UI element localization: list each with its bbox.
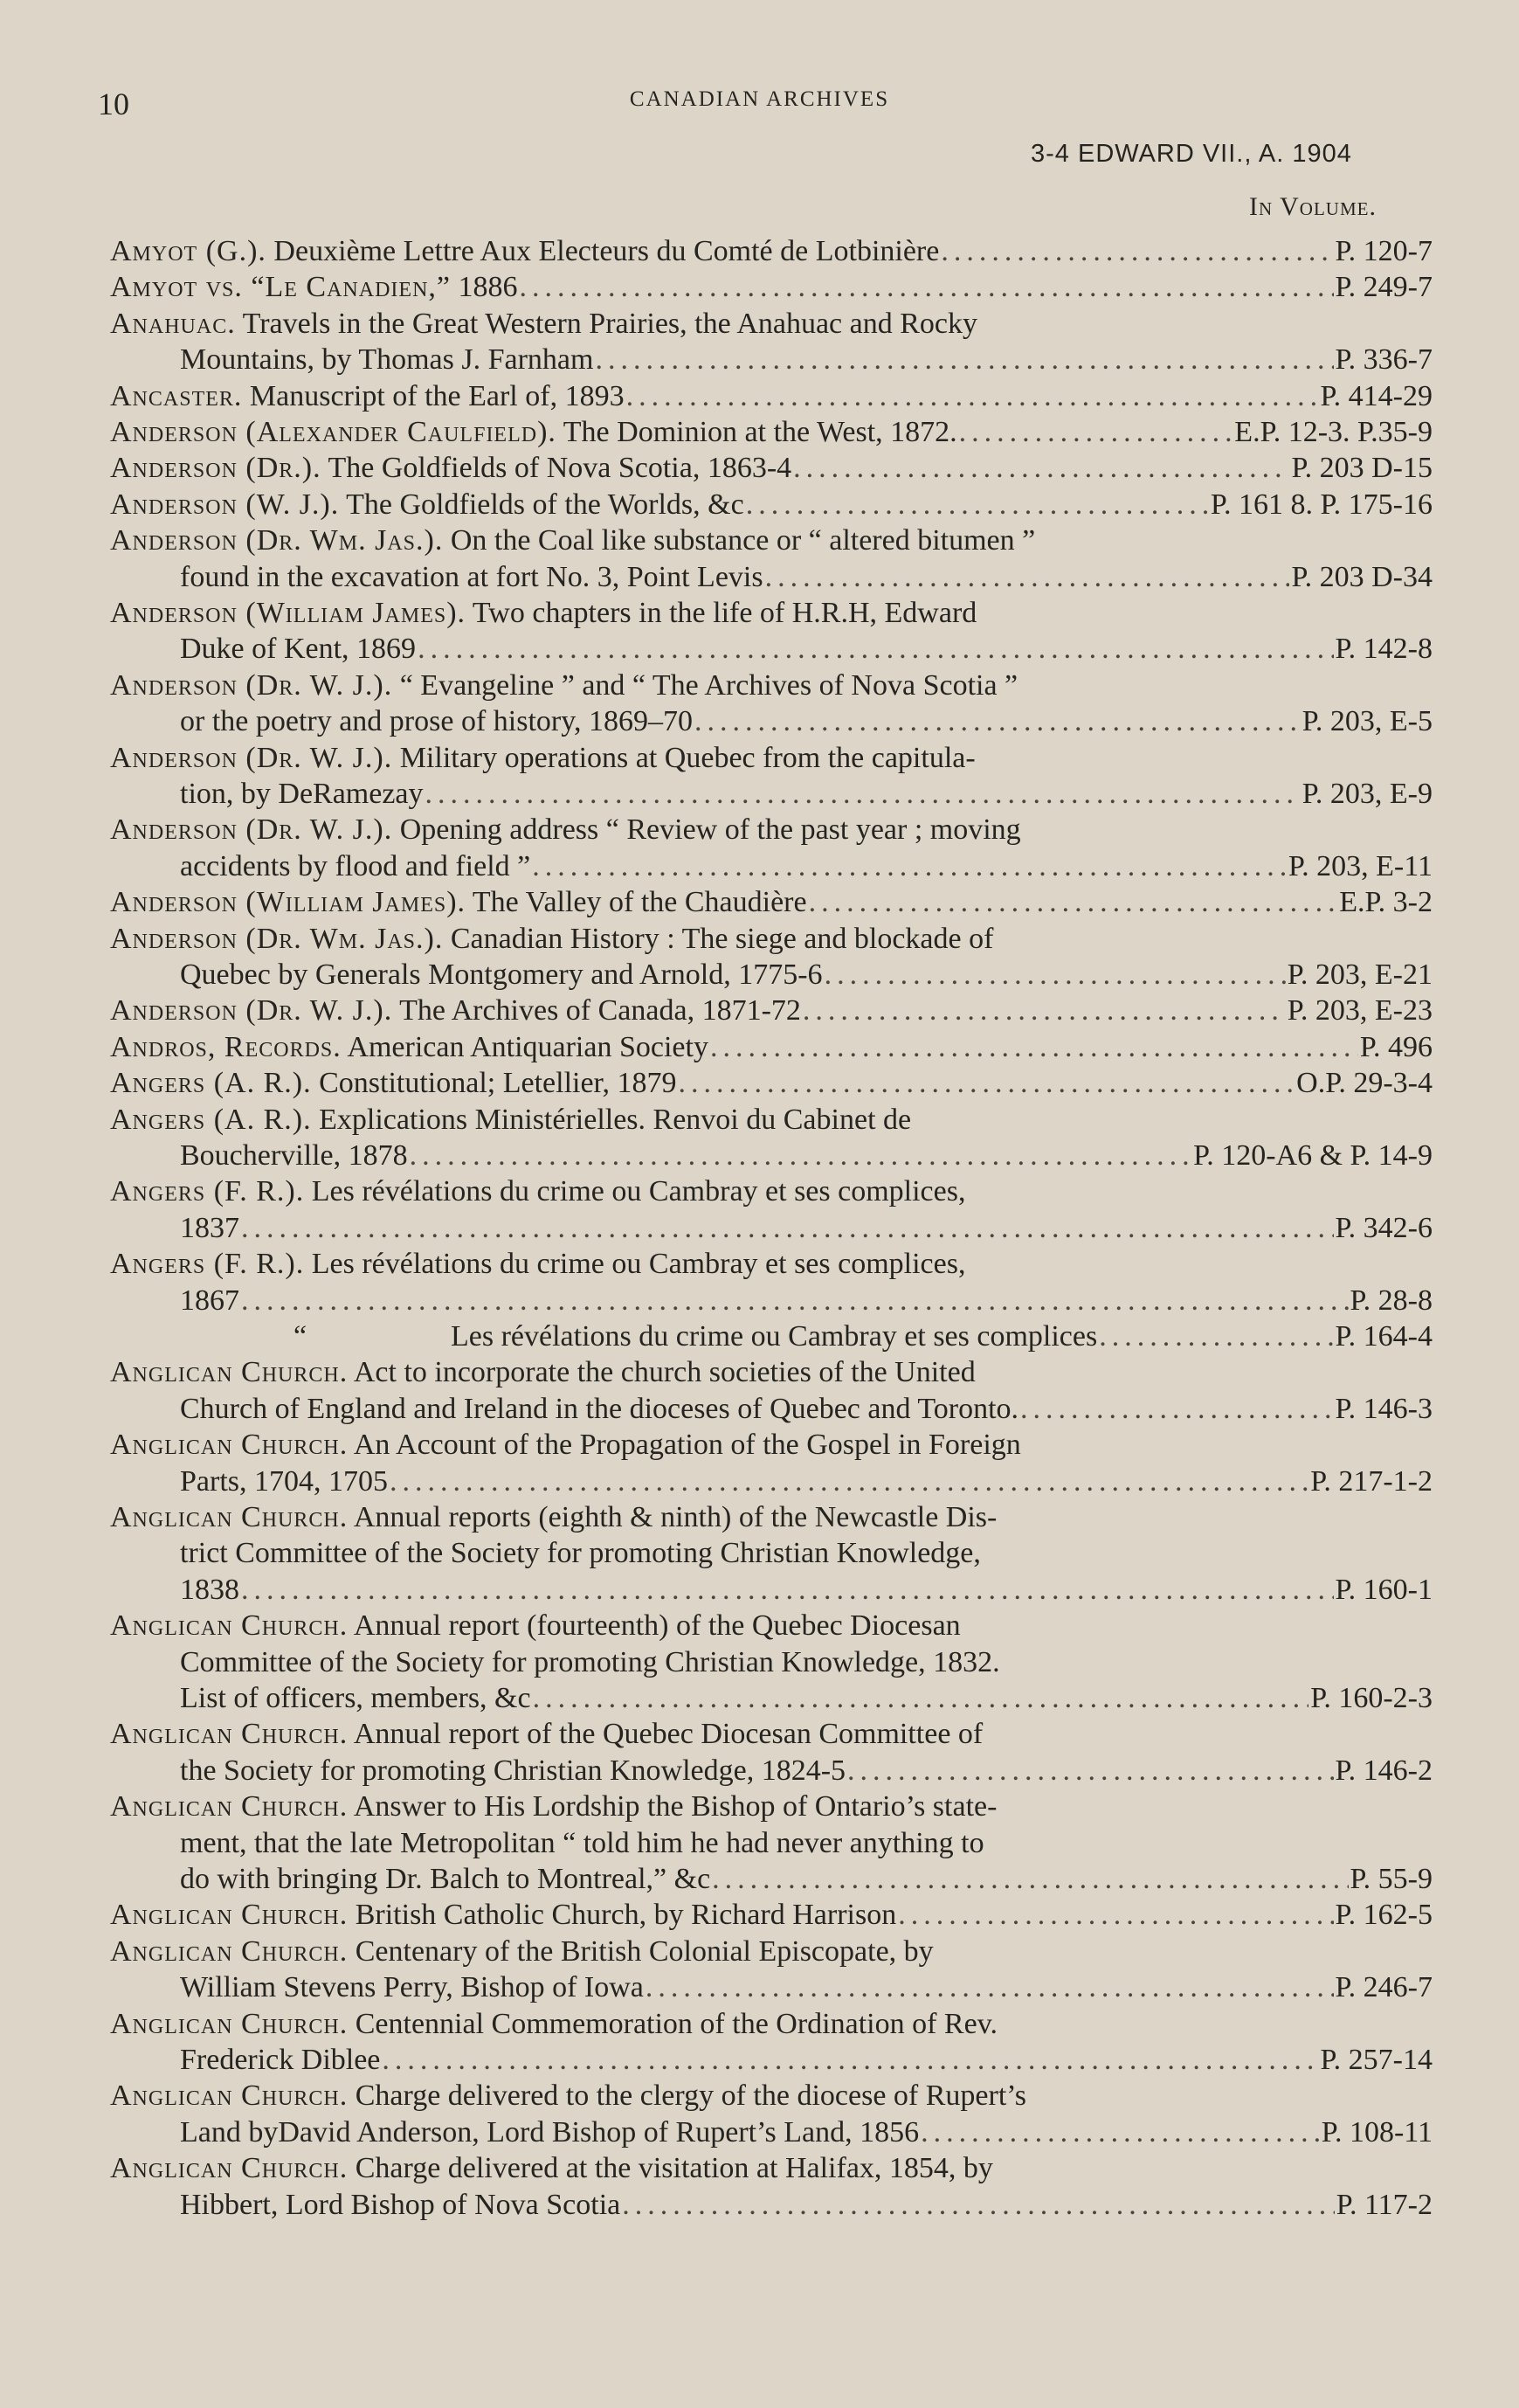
entry-text: Annual report (fourteenth) of the Quebec Diocesan: [348, 1609, 961, 1643]
entry-text: Answer to His Lordship the Bishop of Ontario’s state-: [348, 1790, 998, 1823]
index-entry-line: [110, 2151, 993, 2186]
entry-text: The Dominion at the West, 1872.: [556, 416, 957, 448]
entry-text: Mountains, by Thomas J. Farnham: [180, 343, 594, 377]
entry-text: Frederick Diblee: [180, 2044, 381, 2076]
entry-text: Les révélations du crime ou Cambray et ses complices,: [304, 1175, 966, 1208]
leader-dots: [898, 1898, 1333, 1933]
volume-reference: P. 203 D-15: [1291, 452, 1433, 485]
entry-text: Centenary of the British Colonial Episcopate, by: [348, 1934, 934, 1968]
volume-reference: P. 342-6: [1335, 1211, 1433, 1244]
leader-dots: [959, 415, 1233, 450]
index-entry-continuation: [180, 1681, 1433, 1716]
entry-text: Annual report of the Quebec Diocesan Committee of: [348, 1718, 984, 1751]
index-entry-continuation: [180, 1536, 981, 1571]
entry-heading: Anderson (Dr. W. J.).: [110, 668, 393, 702]
entry-text: Quebec by Generals Montgomery and Arnold, 1775-6: [180, 958, 823, 991]
entry-heading: Angers (F. R.).: [110, 1175, 305, 1208]
running-head: CANADIAN ARCHIVES: [629, 87, 890, 111]
entry-heading: Anderson (William James).: [110, 597, 466, 629]
leader-dots: [241, 1573, 1334, 1608]
index-entry-line: [110, 2079, 1026, 2114]
index-entry-line: [110, 1428, 1021, 1463]
index-entry-continuation: [180, 1754, 1433, 1789]
entry-text: William Stevens Perry, Bishop of Iowa: [180, 1971, 644, 2004]
entry-text: Travels in the Great Western Prairies, the Anahuac and Rocky: [235, 307, 978, 340]
entry-text: On the Coal like substance or “ altered bitumen ”: [443, 524, 1036, 557]
entry-text: Parts, 1704, 1705: [180, 1464, 388, 1498]
index-entry-line: [110, 596, 977, 631]
index-entry-line: [110, 885, 1433, 920]
entry-text: Les révélations du crime ou Cambray et ses complices,: [304, 1248, 966, 1281]
volume-reference: P. 117-2: [1336, 2188, 1433, 2221]
volume-reference: P. 249-7: [1335, 271, 1433, 304]
volume-reference: P. 108-11: [1321, 2115, 1433, 2149]
entry-heading: Anglican Church.: [110, 1501, 349, 1533]
volume-reference: P. 162-5: [1335, 1899, 1433, 1932]
volume-reference: P. 496: [1359, 1030, 1433, 1063]
leader-dots: [1099, 1319, 1333, 1354]
entry-text: accidents by flood and field ”: [180, 849, 531, 882]
volume-reference: P. 246-7: [1335, 1971, 1433, 2004]
index-entry-line: [110, 922, 993, 957]
index-entry-continuation: [180, 632, 1433, 667]
volume-reference: P. 164-4: [1335, 1320, 1433, 1353]
index-entry-line: [110, 1717, 983, 1752]
entry-heading: Anderson (Alexander Caulfield).: [110, 416, 556, 448]
volume-reference: P. 203, E-23: [1287, 994, 1433, 1028]
entry-heading: Anglican Church.: [110, 1609, 349, 1643]
leader-dots: [921, 2115, 1320, 2150]
index-entry-continuation: [180, 1211, 1433, 1246]
index-entry-line: [110, 1030, 1433, 1065]
leader-dots: [646, 1970, 1334, 2005]
index-entry-line: [110, 379, 1433, 414]
entry-text: Explications Ministérielles. Renvoi du Cabinet de: [311, 1103, 912, 1136]
entry-text: 1838: [180, 1573, 239, 1606]
leader-dots: [595, 343, 1333, 377]
index-entry-line: [110, 523, 1035, 558]
entry-heading: Angers (A. R.).: [110, 1103, 312, 1136]
volume-reference: P. 120-7: [1335, 235, 1433, 267]
entry-heading: Ancaster.: [110, 379, 243, 412]
leader-dots: [712, 1862, 1348, 1897]
index-entry-line: [110, 451, 1433, 486]
leader-dots: [410, 1138, 1191, 1173]
volume-reference: P. 146-3: [1335, 1392, 1433, 1425]
entry-heading: Anglican Church.: [110, 2079, 349, 2113]
entry-text: found in the excavation at fort No. 3, Point Levis: [180, 560, 763, 593]
entry-text: Church of England and Ireland in the dioceses of Quebec and Toronto.: [180, 1392, 1019, 1425]
entry-text: Military operations at Quebec from the capitula-: [392, 741, 976, 774]
entry-text: 1837: [180, 1211, 239, 1244]
entry-text: tion, by DeRamezay: [180, 778, 424, 810]
volume-reference: P. 160-2-3: [1310, 1682, 1433, 1714]
leader-dots: [533, 1681, 1309, 1716]
entry-heading: Anderson (William James).: [110, 886, 466, 919]
entry-text: trict Committee of the Society for promoting Christian Knowledge,: [180, 1537, 981, 1570]
entry-heading: Andros, Records.: [110, 1030, 342, 1063]
leader-dots: [809, 885, 1338, 920]
leader-dots: [710, 1030, 1358, 1065]
entry-text: The Goldfields of Nova Scotia, 1863-4: [321, 452, 792, 485]
entry-heading: Anahuac.: [110, 307, 236, 340]
leader-dots: [825, 958, 1286, 993]
leader-dots: [390, 1464, 1308, 1499]
entry-heading: Anglican Church.: [110, 1790, 349, 1823]
entry-text: Hibbert, Lord Bishop of Nova Scotia: [180, 2188, 621, 2221]
index-entry-line: [110, 1174, 965, 1209]
leader-dots: [241, 1211, 1334, 1246]
entry-heading: Amyot vs. “Le Canadien,”: [110, 271, 451, 304]
volume-reference: O.P. 29-3-4: [1296, 1067, 1433, 1100]
index-entry-continuation: [180, 1970, 1433, 2005]
volume-reference: P. 203, E-9: [1302, 778, 1433, 810]
leader-dots: [746, 488, 1209, 522]
volume-reference: P. 336-7: [1335, 343, 1433, 377]
entry-heading: Amyot (G.).: [110, 235, 266, 267]
entry-text: American Antiquarian Society: [341, 1030, 708, 1063]
entry-text: or the poetry and prose of history, 1869–70: [180, 705, 694, 738]
volume-reference: E.P. 12-3. P.35-9: [1234, 416, 1433, 448]
index-entry-line: [110, 1898, 1433, 1933]
entry-heading: Anglican Church.: [110, 1718, 349, 1751]
entry-text: 1867: [180, 1284, 239, 1317]
entry-text: Manuscript of the Earl of, 1893: [242, 379, 625, 412]
index-entry-line: [110, 1355, 976, 1390]
volume-reference: P. 161 8. P. 175-16: [1210, 488, 1433, 521]
index-entry-line: [110, 1247, 965, 1282]
volume-reference: P. 120-A6 & P. 14-9: [1193, 1139, 1433, 1172]
index-entry-continuation: [180, 2115, 1433, 2150]
index-entry-continuation: [180, 1573, 1433, 1608]
index-entry-line: [110, 270, 1433, 305]
leader-dots: [694, 704, 1301, 739]
leader-dots: [941, 234, 1333, 269]
volume-reference: P. 160-1: [1335, 1573, 1433, 1606]
index-entry-continuation: [180, 777, 1433, 812]
entry-text: The Valley of the Chaudière: [466, 886, 807, 919]
index-entry-continuation: [180, 1284, 1433, 1318]
leader-dots: [765, 560, 1290, 595]
leader-dots: [679, 1066, 1295, 1101]
leader-dots: [241, 1284, 1349, 1318]
index-entry-continuation: [180, 2188, 1433, 2223]
index-entry-line: [110, 1103, 911, 1138]
entry-heading: Anderson (Dr. Wm. Jas.).: [110, 922, 444, 955]
entry-heading: Angers (F. R.).: [110, 1248, 305, 1281]
volume-reference: P. 203, E-11: [1288, 849, 1433, 882]
entry-text: Annual reports (eighth & ninth) of the Newcastle Dis-: [348, 1501, 998, 1533]
entry-text: Charge delivered at the visitation at Halifax, 1854, by: [348, 2152, 993, 2185]
entry-text: ment, that the late Metropolitan “ told him he had never anything to: [180, 1826, 984, 1859]
index-entry-continuation: [180, 343, 1433, 377]
index-entry-continuation: [180, 560, 1433, 595]
index-entry-line: [110, 668, 1018, 703]
volume-reference: P. 55-9: [1350, 1863, 1433, 1895]
column-heading: In Volume.: [1249, 192, 1377, 221]
entry-heading: Anglican Church.: [110, 1934, 349, 1968]
entry-heading: Angers (A. R.).: [110, 1067, 312, 1100]
volume-reference: P. 414-29: [1320, 379, 1433, 412]
entry-heading: Anglican Church.: [110, 1899, 349, 1932]
index-entry-line: [110, 415, 1433, 450]
entry-text: Centennial Commemoration of the Ordination of Rev.: [348, 2007, 998, 2040]
index-entry-line: [110, 307, 977, 342]
index-entry-line: [110, 741, 976, 776]
entry-text: Two chapters in the life of H.R.H, Edward: [466, 597, 977, 629]
leader-dots: [626, 379, 1319, 414]
volume-reference: P. 217-1-2: [1310, 1464, 1433, 1498]
entry-text: Duke of Kent, 1869: [180, 633, 417, 666]
leader-dots: [520, 270, 1334, 305]
index-entry-line: [110, 993, 1433, 1028]
entry-heading: Anglican Church.: [110, 1429, 349, 1462]
entry-text: Canadian History : The siege and blockade of: [443, 922, 994, 955]
ditto-mark: “: [293, 1320, 307, 1353]
page-number: 10: [98, 86, 129, 121]
index-entry-continuation: [180, 958, 1433, 993]
leader-dots: [532, 849, 1287, 884]
entry-heading: Anglican Church.: [110, 2007, 349, 2040]
entry-text: Committee of the Society for promoting Christian Knowledge, 1832.: [180, 1645, 1000, 1678]
entry-text: 1886: [451, 271, 518, 304]
entry-heading: Anderson (W. J.).: [110, 488, 340, 521]
entry-text: Les révélations du crime ou Cambray et ses complices: [451, 1320, 1098, 1353]
session-label: 3-4 EDWARD VII., A. 1904: [1031, 140, 1352, 168]
index-entry-line: [171, 1319, 1433, 1354]
entry-text: Constitutional; Letellier, 1879: [311, 1067, 677, 1100]
entry-text: “ Evangeline ” and “ The Archives of Nova Scotia ”: [392, 668, 1018, 702]
volume-reference: P. 28-8: [1350, 1284, 1433, 1317]
volume-reference: P. 203 D-34: [1291, 560, 1433, 593]
entry-text: do with bringing Dr. Balch to Montreal,” &c: [180, 1863, 711, 1895]
index-entry-line: [110, 1500, 997, 1535]
index-entry-line: [110, 234, 1433, 269]
entry-heading: Anderson (Dr. W. J.).: [110, 994, 393, 1028]
leader-dots: [382, 2043, 1318, 2078]
leader-dots: [847, 1754, 1333, 1789]
volume-reference: P. 203, E-21: [1287, 958, 1433, 991]
index-entry-line: [110, 2007, 998, 2042]
leader-dots: [793, 451, 1289, 486]
index-entry-continuation: [180, 1862, 1433, 1897]
entry-text: The Archives of Canada, 1871-72: [392, 994, 801, 1028]
index-entry-line: [110, 488, 1433, 522]
entry-text: Opening address “ Review of the past year ; moving: [392, 813, 1021, 847]
volume-reference: P. 142-8: [1335, 633, 1433, 666]
volume-reference: P. 203, E-5: [1302, 705, 1433, 738]
entry-heading: Anglican Church.: [110, 2152, 349, 2185]
entry-text: The Goldfields of the Worlds, &c: [339, 488, 744, 521]
entry-heading: Anderson (Dr. W. J.).: [110, 813, 393, 847]
entry-heading: Anderson (Dr. Wm. Jas.).: [110, 524, 444, 557]
index-entry-continuation: [180, 1645, 1000, 1680]
index-entry-continuation: [180, 2043, 1433, 2078]
entry-text: An Account of the Propagation of the Gospel in Foreign: [348, 1429, 1021, 1462]
entry-text: Land byDavid Anderson, Lord Bishop of Rupert’s Land, 1856: [180, 2115, 920, 2149]
leader-dots: [622, 2188, 1335, 2223]
volume-reference: P. 146-2: [1335, 1754, 1433, 1787]
leader-dots: [425, 777, 1301, 812]
entry-heading: Anglican Church.: [110, 1356, 349, 1389]
index-entry-line: [110, 1789, 997, 1824]
entry-text: Deuxième Lettre Aux Electeurs du Comté de Lotbinière: [266, 235, 940, 267]
entry-text: Act to incorporate the church societies of the United: [348, 1356, 976, 1389]
entry-text: the Society for promoting Christian Knowledge, 1824-5: [180, 1754, 846, 1787]
entry-text: List of officers, members, &c: [180, 1682, 531, 1714]
index-entry-continuation: [180, 1826, 984, 1861]
leader-dots: [418, 632, 1333, 667]
index-entry-continuation: [180, 704, 1433, 739]
index-entry-continuation: [180, 1464, 1433, 1499]
entry-text: Boucherville, 1878: [180, 1139, 408, 1172]
volume-reference: E.P. 3-2: [1339, 886, 1433, 919]
entry-heading: Anderson (Dr.).: [110, 452, 321, 485]
entry-text: Charge delivered to the clergy of the diocese of Rupert’s: [348, 2079, 1026, 2113]
entry-text: British Catholic Church, by Richard Harrison: [348, 1899, 897, 1932]
entry-heading: Anderson (Dr. W. J.).: [110, 741, 393, 774]
leader-dots: [803, 993, 1286, 1028]
index-entry-line: [110, 1934, 934, 1969]
index-entry-continuation: [180, 849, 1433, 884]
index-entry-line: [110, 813, 1021, 848]
index-entry-line: [110, 1066, 1433, 1101]
volume-reference: P. 257-14: [1320, 2044, 1433, 2076]
leader-dots: [1020, 1392, 1333, 1427]
index-entry-continuation: [180, 1392, 1433, 1427]
index-entry-continuation: [180, 1138, 1433, 1173]
index-entry-line: [110, 1609, 961, 1643]
